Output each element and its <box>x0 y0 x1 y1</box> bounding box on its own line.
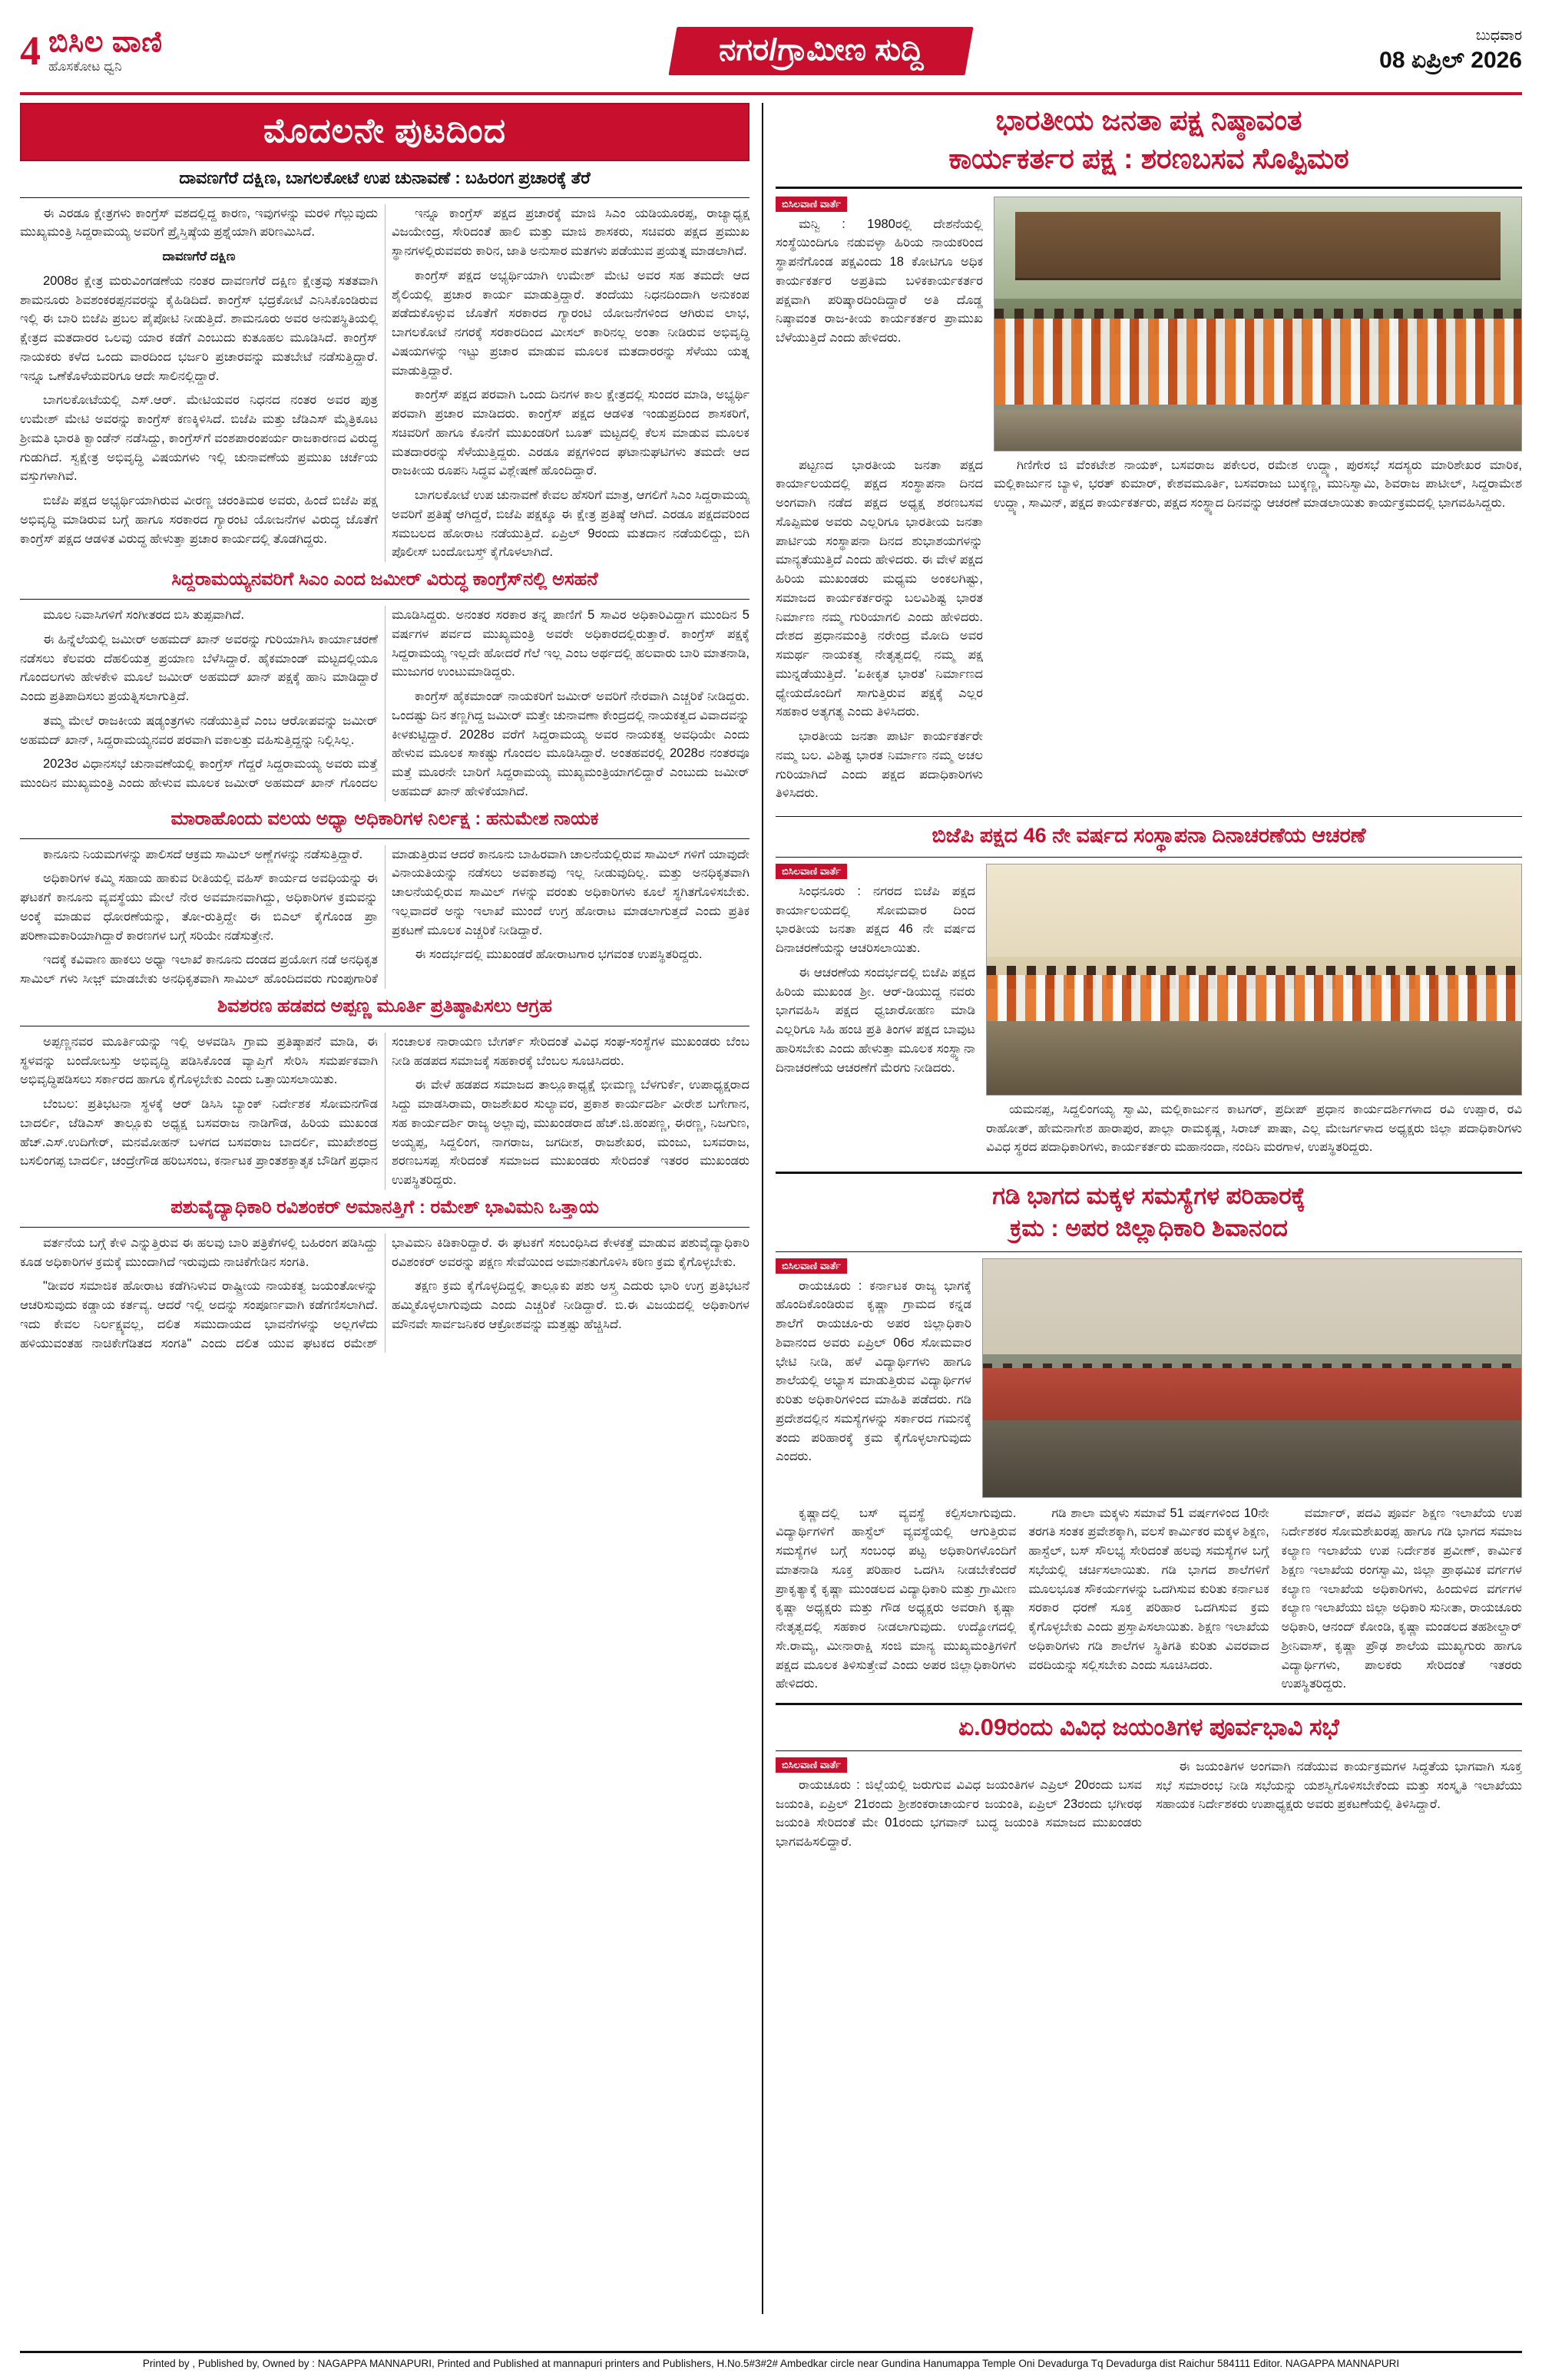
section-title-band <box>668 27 973 75</box>
paragraph: ಈ ಜಯಂತಿಗಳ ಅಂಗವಾಗಿ ನಡೆಯುವ ಕಾರ್ಯಕ್ರಮಗಳ ಸಿದ್ಧತೆಯ ಭಾಗವಾಗಿ ಸೂಕ್ತ ಸಭೆ ಸಮಾರಂಭ ನೀಡಿ ಸಭೆಯನ್ನು ಯಶಸ್ವಿಗೊಳಿಸಬೇಕೆಂದು ಮತ್ತು ಸಂಸ್ಕೃತಿ ಇಲಾಖೆಯು ಸಹಾಯಕ ನಿರ್ದೇಶಕರು ಉಪಾಧ್ಯಕ್ಷರು ಅವರು ಪ್ರಕಟಣೆಯಲ್ಲಿ ತಿಳಿಸಿದ್ದಾರೆ. <box>1156 1759 1522 1812</box>
paragraph: ಈ ಆಚರಣೆಯ ಸಂದರ್ಭದಲ್ಲಿ ಬಿಜೆಪಿ ಪಕ್ಷದ ಹಿರಿಯ ಮುಖಂಡ ಶ್ರೀ. ಆರ್-ಡಿಯುದ್ದ ನವರು ಭಾಗವಹಿಸಿ ಪಕ್ಷದ ಧ್ವಜಾರೋಹಣ ಮಾಡಿ ಎಲ್ಲರಿಗೂ ಸಿಹಿ ಹಂಚಿ ಪ್ರತಿ ತಿಂಗಳ ಪಕ್ಷದ ಬಾವುಟ ಹಾರಿಸಬೇಕು ಎಂದು ಹೇಳುತ್ತಾ ಮೂಲಕ ಸಂಸ್ಥ್ಯಾನಾ ದಿನಾಚರಣೆಯ ಆಚರಣೆಗೆ ಮೆರಗು ನೀಡಿದರು. <box>776 965 975 1075</box>
paragraph: 2008ರ ಕ್ಷೇತ್ರ ಮರುವಿಂಗಡಣೆಯ ನಂತರ ದಾವಣಗೆರೆ ದಕ್ಷಿಣ ಕ್ಷೇತ್ರವು ಸತತವಾಗಿ ಶಾಮನೂರು ಶಿವಶಂಕರಪ್ಪನವರನ್ನು ಕೈಹಿಡಿದಿದೆ. ಕಾಂಗ್ರೆಸ್ ಭದ್ರಕೋಟೆ ಎನಿಸಿಕೊಂಡಿರುವ ಇಲ್ಲಿ ಈ ಬಾರಿ ಬಿಜೆಪಿ ಪ್ರಬಲ ಪೈಪೋಟಿ ನೀಡುತ್ತಿದೆ. ಶಾಮನೂರು ಅವರ ಅನುಪಸ್ಥಿತಿಯಲ್ಲಿ ಕ್ಷೇತ್ರದ ಮತದಾರರ ಒಲವು ಯಾರ ಕಡೆಗೆ ಎಂಬುದು ಕುತೂಹಲ ಮೂಡಿಸಿದೆ. ಕಾಂಗ್ರೆಸ್ ನಾಯಕರು ಕಳೆದ ಒಂದು ವಾರದಿಂದ ಭರ್ಜರಿ ಪ್ರಚಾರವನ್ನು ಮತಬೇಟೆ ನಡೆಸುತ್ತಿದ್ದಾರೆ. ಇನ್ನೂ ಒಣೆಕೊಳೆಯವರಿಗೂ ಆದೇ ಸಾಲಿನಲ್ಲಿದ್ದಾರೆ. <box>20 273 378 383</box>
paragraph: ಈ ಸಂದರ್ಭದಲ್ಲಿ ಮುಖಂಡರೆ ಹೋರಾಟಗಾರ ಭಗವಂತ ಉಪಸ್ಥಿತರಿದ್ದರು. <box>415 947 703 962</box>
article-body <box>776 1504 1522 1694</box>
article-headline: ಸಿದ್ದರಾಮಯ್ಯನವರಿಗೆ ಸಿಎಂ ಎಂದ ಜಮೀರ್ ವಿರುದ್ಧ ಕಾಂಗ್ರೆಸ್‌ನಲ್ಲಿ ಅಸಹನೆ <box>171 569 598 590</box>
article-hadapada-appanna-statue <box>20 995 749 1190</box>
section-title: ನಗರ/ಗ್ರಾಮೀಣ ಸುದ್ದಿ <box>718 32 924 67</box>
article-bjp-46th-foundation-day <box>776 816 1522 1162</box>
paragraph: ರಾಯಚೂರು : ಜಿಲ್ಲೆಯಲ್ಲಿ ಜರುಗುವ ವಿವಿಧ ಜಯಂತಿಗಳ ಎಪ್ರಿಲ್ 20ರಂದು ಬಸವ ಜಯಂತಿ, ಏಪ್ರಿಲ್ 21ರಂದು ಶ್ರೀಶಂಕರಾಚಾರ್ಯರ ಜಯಂತಿ, ಏಪ್ರಿಲ್ 23ರಂದು ಭಗೀರಥ ಜಯಂತಿ ಸೇರಿದಂತೆ ಮೇ 01ರಂದು ಭಗವಾನ್ ಬುದ್ಧ ಜಯಂತಿ ಸಮಾಜದ ಮುಖಂಡರು ಭಾಗವಹಿಸಲಿದ್ದಾರೆ. <box>776 1777 1142 1849</box>
paragraph: ಕಾಂಗ್ರೆಸ್ ಪಕ್ಷದ ಅಭ್ಯರ್ಥಿಯಾಗಿ ಉಮೇಶ್ ಮೇಟಿ ಅವರ ಸಹ ತಮದೇ ಆದ ಶೈಲಿಯಲ್ಲಿ ಪ್ರಚಾರ ಕಾರ್ಯ ಮಾಡುತ್ತಿದ್ದಾರೆ. ತಂದೆಯು ನಿಧನದಿಂದಾಗಿ ಅನುಕಂಪ ಪಡೆದುಕೊಳ್ಳುವ ಜೊತೆಗೆ ಸರಕಾರದ ಗ್ಯಾರಂಟಿ ಯೋಜನೆಗಳಿಂದ ಆಗಿರುವ ಲಾಭ, ಬಾಗಲಕೋಟೆ ನಗರಕ್ಕೆ ಸರಕಾರದಿಂದ ಮೀಸಲ್ ಕಾರಿನಲ್ಲ ಅಂತಾ ನೀಡಿರುವ ಅಭಿವೃದ್ಧಿ ವಿಷಯಗಳನ್ನು ಇಟ್ಟು ಪ್ರಚಾರ ಮಾಡುವ ಮೂಲಕ ಮತದಾರರನ್ನು ಸೆಳೆಯು ಯತ್ನ ಮಾಡುತ್ತಿದ್ದಾರೆ. <box>392 268 749 378</box>
divider <box>776 857 1522 858</box>
paragraph: ಕಾಂಗ್ರೆಸ್ ಹೈಕಮಾಂಡ್ ನಾಯಕರಿಗೆ ಜಮೀರ್ ಅವರಿಗೆ ನೇರವಾಗಿ ಎಚ್ಚರಿಕೆ ನೀಡಿದ್ದರು. ಒಂದಷ್ಟು ದಿನ ತಣ್ಣಗಿದ್ದ ಜಮೀರ್ ಮತ್ತೇ ಚುನಾವಣಾ ಕೇಂದ್ರದಲ್ಲಿ ನಾಯಕತ್ವದ ವಿವಾದವನ್ನು ಕೀಳಕುಟ್ಟಿದ್ದಾರೆ. 2028ರ ವರೆಗೆ ಸಿದ್ದರಾಮಯ್ಯ ಅವರ ನಾಯಕತ್ವ ಅವಧಿಯೇ ಎಂದು ಹೇಳುವ ಮೂಲಕ ಸಾಕಷ್ಟು ಗೊಂದಲ ಮೂಡಿಸಿದ್ದಾರೆ. ಅಂತಹವರಲ್ಲಿ 2028ರ ನಂತರವೂ ಮತ್ತೆ ಮೂರನೇ ಬಾರಿಗೆ ಸಿದ್ದರಾಮಯ್ಯ ಮುಖ್ಯಮಂತ್ರಿಯಾಗಲಿದ್ದಾರೆ ಎಂಬುದು ಜಮೀರ್ ಅಹಮದ್ ಖಾನ್ ಹೇಳಿಕೆಯಾಗಿದೆ. <box>392 689 749 798</box>
paragraph: ತಮ್ಮ ಮೇಲೆ ರಾಜಕೀಯ ಷಡ್ಯಂತ್ರಗಳು ನಡೆಯುತ್ತಿವೆ ಎಂಬ ಆರೋಪವನ್ನು ಜಮೀರ್ ಅಹಮದ್ ಖಾನ್, ಸಿದ್ದರಾಮಯ್ಯನವರ ಪರವಾಗಿ ವಕಾಲತ್ತು ವಹಿಸುತ್ತಿದ್ದನ್ನು ನಿಲ್ಲಿಸಿಲ್ಲ. <box>20 713 378 747</box>
paragraph: ವರ್ಮಾರ್, ಪದವಿ ಪೂರ್ವ ಶಿಕ್ಷಣ ಇಲಾಖೆಯ ಉಪ ನಿರ್ದೇಶಕರ ಸೋಮಶೇಖರಪ್ಪ ಹಾಗೂ ಗಡಿ ಭಾಗದ ಸಮಾಜ ಕಲ್ಯಾಣ ಇಲಾಖೆಯ ಉಪ ನಿರ್ದೇಶಕ ಪ್ರವೀಣ್, ಕಾರ್ಮಿಕ ಶಿಕ್ಷಣ ಇಲಾಖೆಯ ರಂಗಸ್ವಾಮಿ, ಜಿಲ್ಲಾ ಪ್ರಾಥಮಿಕ ವರ್ಗಗಳ ಕಲ್ಯಾಣ ಇಲಾಖೆಯ ಅಧಿಕಾರಿಗಳು, ಹಿಂದುಳಿದ ವರ್ಗಗಳ ಕಲ್ಯಾಣ ಇಲಾಖೆಯು ಜಿಲ್ಲಾ ಅಧಿಕಾರಿ ಸುನೀತಾ, ರಾಯಚೂರು ಅಧಿಕಾರಿ, ಆನಂದ್ ಕೋಂಡಿ, ಕೃಷ್ಣಾ ಮಂಡಲದ ತಹಶೀಲ್ದಾರ್ ಶ್ರೀನಿವಾಸ್, ಕೃಷ್ಣಾ ಪ್ರೌಢ ಶಾಲೆಯ ಮುಖ್ಯಗುರು ಹಾಗೂ ವಿದ್ಯಾರ್ಥಿಗಳು, ಪಾಲಕರು ಸೇರಿದಂತೆ ಇತರರು ಉಪಸ್ಥಿತರಿದ್ದರು. <box>1281 1506 1522 1691</box>
byline-badge: ಬಿಸಿಲವಾಣಿ ವಾರ್ತೆ <box>776 864 847 879</box>
divider <box>776 1172 1522 1174</box>
article-davanagere-bypoll <box>20 167 749 562</box>
divider <box>776 816 1522 817</box>
article-headline: ಶಿವಶರಣ ಹಡಪದ ಅಪ್ಪಣ್ಣ ಮೂರ್ತಿ ಪ್ರತಿಷ್ಠಾಪಿಸಲು ಆಗ್ರಹ <box>217 995 553 1016</box>
paragraph: ಮನ್ವಿ : 1980ರಲ್ಲಿ ದೇಶನೆಯಲ್ಲಿ ಸಂಸ್ಥೆಯಿಂದಿಗೂ ನಡುವಳ್ಳಾ ಹಿರಿಯ ನಾಯಕರಿಂದ ಸ್ಥಾಪನೆಗೊಂಡ ಪಕ್ಷವಿಂದು 18 ಕೋಟಿಗೂ ಅಧಿಕ ಕಾರ್ಯಕರ್ತರ ಅಪ್ರತಿಮ ಬಳಿಕಕಾರ್ಯಕರ್ತರ ಪಕ್ಷವಾಗಿ ಪರಿಷ್ಕಾರದಿಂದಿದ್ದಾರೆ ಅತಿ ದೊಡ್ಡ ನಿಷ್ಠಾವಂತ ರಾಜ-ಕೀಯ ಕಾರ್ಯಕರ್ತರ ಪ್ರಾಮುಖ ಬೆಳೆಯುತ್ತಿದೆ ಎಂದು ಹೇಳಿದರು. <box>776 217 983 345</box>
photo-bjp-foundation-day-manvi <box>994 197 1522 451</box>
paragraph: ಸಿಂಧನೂರು : ನಗರದ ಬಿಜೆಪಿ ಪಕ್ಷದ ಕಾರ್ಯಾಲಯದಲ್ಲಿ ಸೋಮವಾರ ದಿಂದ ಭಾರತೀಯ ಜನತಾ ಪಕ್ಷದ 46 ನೇ ವರ್ಷದ ದಿನಾಚರಣೆಯನ್ನು ಆಚರಿಸಲಾಯಿತು. <box>776 884 975 955</box>
divider <box>20 1227 749 1228</box>
page-footer: Printed by , Published by, Owned by : NAGAPPA MANNAPURI, Printed and Published at mannapuri printers and Publishers, H.No.5#3#2# Ambedkar circle near Gundina Hanumappa Temple Oni Devadurga Tq Devadurga dist Raichur 584111 Editor. NAGAPPA MANNAPURI <box>20 2351 1522 2369</box>
paragraph: ಬಾಗಲಕೋಟೆಯಲ್ಲಿ ಎಸ್.ಆರ್. ಮೇಟಿಯವರ ನಿಧನದ ನಂತರ ಅವರ ಪುತ್ರ ಉಮೇಶ್ ಮೇಟಿ ಅವರನ್ನು ಕಾಂಗ್ರೆಸ್ ಕಣಕ್ಕಿಳಿಸಿದೆ. ಬಿಜೆಪಿ ಮತ್ತು ಜೆಡಿಎಸ್ ಮೈತ್ರಿಕೂಟ ಶ್ರೀಮತಿ ಭಾರತಿ ಕ್ವಾಂಡೆನ್ ನಡೆಸಿದ್ದು, ಕಾಂಗ್ರೆಸ್‌ಗೆ ವಂಶಪಾರಂಪರ್ಯ ರಾಜಕಾರಣದ ವಿರುದ್ಧ ಗುಡುಗಿದೆ. ಸ್ವಕ್ಷೇತ್ರ ಅಭಿವೃದ್ಧಿ ವಿಷಯಗಳು ಇಲ್ಲಿ ಚುನಾವಣೆಯ ಪ್ರಮುಖ ಚರ್ಚೆಯ ವಸ್ತುಗಳಾಗಿವೆ. <box>20 393 378 484</box>
byline-badge: ಬಿಸಿಲವಾಣಿ ವಾರ್ತೆ <box>776 1258 847 1274</box>
article-headline-line2: ಕ್ರಮ : ಅಪರ ಜಿಲ್ಲಾಧಿಕಾರಿ ಶಿವಾನಂದ <box>1010 1214 1288 1241</box>
article-body <box>20 1234 749 1354</box>
right-column <box>763 103 1522 2314</box>
masthead-left <box>20 14 350 88</box>
paragraph: "ಡೀವರ ಸಮಾಜಿಕ ಹೋರಾಟ ಕಡೆಗಿನಿಳುವ ರಾಷ್ಟ್ರೀಯ ನಾಯಕತ್ವ ಜಯಂತೋಳನ್ನು ಆಚರಿಸುವುದು ಕಡ್ಡಾಯ ಕರ್ತವ್ಯ. ಆದರೆ ಇಲ್ಲಿ ಅದನ್ನು ಸಂಪೂರ್ಣವಾಗಿ ಕಡೆಗಣಿಸಲಾಗಿದೆ. ಇದು ಕೇವಲ ನಿರ್ಲಕ್ಷ್ಯವಲ್ಲ, ದಲಿತ ಸಮುದಾಯದ ಭಾವನೆಗಳನ್ನು ಅಲ್ಲಗಳೆದು ಹಳಿಯುವಂತಹ ನಾಚಿಕೇಗೆಡಿತದ ಸಂಗತಿ" ಎಂದು ದಲಿತ ಯುವ ಘಟಕದ ರಮೇಶ್ ಭಾವಿಮನಿ ಕಿಡಿಕಾರಿದ್ದಾರೆ. ಈ ಘಟಕಗೆ ಸಂಬಂಧಿಸಿದ ಕೇಳಕತ್ತೆ ಮಾಡುವ ಪಶುವೈದ್ಯಾಧಿಕಾರಿ ರವಿಶಂಕರ್ ಅವರನ್ನು ಪಕ್ಷಣ ಸೇವೆಯಿಂದ ಅಮಾನತುಗೊಳಿಸಿ ಕಠಿಣ ಕ್ರಮ ಕೈಗೊಳ್ಳಬೇಕು. <box>20 1235 749 1350</box>
page-number: 4 <box>20 28 41 74</box>
masthead <box>20 14 1522 95</box>
publication-logo <box>48 25 163 74</box>
paragraph: ಗಿಣಿಗೇರ ಜಿ ವೆಂಕಟೇಶ ನಾಯಕ್, ಬಸವರಾಜ ಪಕೇಲರ, ರಮೇಶ ಉದ್ದ್ಯಾ, ಪುರಸಭೆ ಸದಸ್ಯರು ಮಾರಿಶೇಖರ ಮಾರಿಕ, ಮಲ್ಲಿಕಾರ್ಜುನ ಬ್ಯಾಳಿ, ಭರತ್ ಕುಮಾರ್, ಕೇಶವಮೂರ್ತಿ, ಬಸವರಾಜು ಬುಕ್ಕಣ್ಣ, ಮುನಿಸ್ವಾಮಿ, ಶಿವರಾಜ ಪಾಟೀಲ್, ಸಿದ್ದರಾಮೇಶ ಉದ್ದ್ಯಾ, ಸಾಮಿನ್, ಪಕ್ಷದ ಕಾರ್ಯಕರ್ತರು, ಪಕ್ಷದ ಸಂಸ್ಥ್ಯಾದ ದಿನವನ್ನು ಆಚರಣೆ ಮಾಡಲಾಯಿತು ಕಾರ್ಯಕ್ರಮದಲ್ಲಿ ಭಾಗವಹಿಸಿದ್ದರು. <box>994 458 1522 510</box>
article-bjp-loyal-workers <box>776 103 1522 808</box>
paragraph: ಕಾಂಗ್ರೆಸ್ ಪಕ್ಷದ ಪರವಾಗಿ ಒಂದು ದಿನಗಳ ಕಾಲ ಕ್ಷೇತ್ರದಲ್ಲಿ ಸುಂದರ ಮಾಡಿ, ಅಭ್ಯರ್ಥಿ ಪರವಾಗಿ ಪ್ರಚಾರ ಮಾಡಿದರು. ಕಾಂಗ್ರೆಸ್ ಪಕ್ಷದ ಆಡಳಿತ ಇಂಡುಪ್ರದಿಂದ ಶಾಸಕರಿಗೆ, ಸಚಿವರಿಗೆ ಹಾಗೂ ಕೊನೆಗೆ ಮುಖಂಡರಿಗೆ ಬೂತ್ ಮಟ್ಟದಲ್ಲಿ ಕೆಲಸ ಮಾಡುವ ಮೂಲಕ ಮತದಾರರನ್ನು ಸೆಳೆಯುತ್ತಿದ್ದರು. ಎರಡೂ ಪಕ್ಷಗಳಿಂದ ಘಟಾನುಘಟಿಗಳು ತಮದೇ ಆದ ರಾಜಕೀಯ ರೂಪನಿ ಸಿದ್ಧವ ವಿಶ್ಲೇಷಣೆ ಹೊಂದಿದ್ದಾರೆ. <box>392 388 749 478</box>
masthead-center <box>350 14 1292 88</box>
paragraph-subhead: ದಾವಣಗೆರೆ ದಕ್ಷಿಣ <box>162 250 236 264</box>
article-body <box>20 1033 749 1190</box>
divider <box>20 599 749 600</box>
article-headline: ಮಾರಾಹೊಂದು ವಲಯ ಅಧ್ಯಾ ಅಧಿಕಾರಿಗಳ ನಿರ್ಲಕ್ಷ : ಹನುಮೇಶ ನಾಯಕ <box>170 808 599 829</box>
byline-badge: ಬಿಸಿಲವಾಣಿ ವಾರ್ತೆ <box>776 1757 847 1773</box>
logo-main-text: ಬಿಸಿಲ ವಾಣಿ <box>48 25 163 58</box>
logo-sub-text: ಹೊಸಕೋಟ ಧ್ವನಿ <box>48 58 122 74</box>
paragraph: ಈ ಎರಡೂ ಕ್ಷೇತ್ರಗಳು ಕಾಂಗ್ರೆಸ್ ವಶದಲ್ಲಿದ್ದ ಕಾರಣ, ಇವುಗಳನ್ನು ಮರಳಿ ಗೆಲ್ಲುವುದು ಮುಖ್ಯಮಂತ್ರಿ ಸಿದ್ದರಾಮಯ್ಯ ಅವರಿಗೆ ಪ್ರೈಸ್ತಿಷ್ಠೆಯ ಪ್ರಶ್ನೆಯಾಗಿ ಪರಿಣಮಿಸಿದೆ. <box>20 206 378 240</box>
paragraph: ಅಪ್ಪಣ್ಣನವರ ಮೂರ್ತಿಯನ್ನು ಇಲ್ಲಿ ಅಳವಡಿಸಿ ಗ್ರಾಮ ಪ್ರತಿಷ್ಠಾಪನೆ ಮಾಡಿ, ಈ ಸ್ಥಳವನ್ನು ಬಂದೋಬಸ್ತು ಅಭಿವೃದ್ಧಿ ಪಡಿಸಿಕೊಂಡ ವ್ಯಾಪ್ತಿಗೆ ಸೇರಿಸಿ ಸಮರ್ಪಕವಾಗಿ ಅಭಿವೃದ್ಧಿಪಡಿಸಲು ಸರ್ಕಾರದ ಹಾಗೂ ಕೈಗೊಳ್ಳಬೇಕು ಎಂದು ಒತ್ತಾಯಿಸಲಾಯಿತು. <box>20 1034 378 1087</box>
paragraph: ಗಡಿ ಶಾಲಾ ಮಕ್ಕಳು ಸಮಾವೆ 51 ವರ್ಷಗಳಿಂದ 10ನೇ ತರಗತಿ ಸಂತಕ ಪ್ರವೇಶಕ್ಕಾಗಿ, ವಲಸೆ ಕಾರ್ಮಿಕರ ಮಕ್ಕಳ ಶಿಕ್ಷಣ, ಹಾಸ್ಟೆಲ್, ಬಸ್ ಸೌಲಭ್ಯ ಸೇರಿದಂತೆ ಹಲವು ಸಮಸ್ಯೆಗಳ ಬಗ್ಗೆ ಸಭೆಯಲ್ಲಿ ಚರ್ಚಿಸಲಾಯಿತು. ಗಡಿ ಭಾಗದ ಶಾಲೆಗಳಿಗೆ ಮೂಲಭೂತ ಸೌಕರ್ಯಗಳನ್ನು ಒದಗಿಸುವ ಕುರಿತು ಕರ್ನಾಟಕ ಸರಕಾರ ಧರಣೆ ಸೂಕ್ತ ಪರಿಹಾರ ಒದಗಿಸುವ ಕ್ರಮ ಕೈಗೊಳ್ಳಬೇಕು ಎಂದು ಪ್ರಸ್ತಾಪಿಸಲಾಯಿತು. ಶಿಕ್ಷಣ ಇಲಾಖೆಯ ಅಧಿಕಾರಿಗಳು ಗಡಿ ಶಾಲೆಗಳ ಸ್ಥಿತಿಗತಿ ಕುರಿತು ವಿವರವಾದ ವರದಿಯನ್ನು ಸಲ್ಲಿಸಬೇಕು ಎಂದು ಸೂಚಿಸಿದರು. <box>1028 1506 1269 1672</box>
paragraph: ಇದಕ್ಕೆ ಕವಿವಾಣ ಹಾಕಲು ಅಧ್ಯಾ ಇಲಾಖೆ ಕಾನೂನು ದಂಡದ ಪ್ರಯೋಗ ನಡೆ ಅನಧಿಕೃತ ಸಾಮಿಲ್ ಗಳು ಸೀಜ಼್ ಮಾಡಬೇಕು ಅನಧಿಕೃತವಾಗಿ ಸಾಮಿಲ್ ಹೊಂದಿದವರು ಗುಂಪುಗಾರಿಕೆ ಮಾಡುತ್ತಿರುವ ಆದರೆ ಕಾನೂನು ಬಾಹಿರವಾಗಿ ಚಾಲನೆಯಲ್ಲಿರುವ ಸಾಮಿಲ್ ಗಳಿಗೆ ಯಾವುದೇ ವಿನಾಯತಿಯನ್ನು ನಡೆಸಲು ಅವಕಾಶವು ಇಲ್ಲ ನೀಡುವುದಿಲ್ಲ. ಮತ್ತು ಅನಧಿಕೃತವಾಗಿ ಚಾಲನೆಯಲ್ಲಿರುವ ಸಾಮಿಲ್ ಗಳನ್ನು ವರಂತು ಅಧಿಕಾರಿಗಳು ಕೂಲೆ ಸ್ಥಗಿತಗೊಳಿಸಬೇಕು. ಇಲ್ಲವಾದರೆ ಅನ್ನು ಇಲಾಖೆ ಮುಂದೆ ಉಗ್ರ ಹೋರಾಟ ಮಾಡಲಾಗುತ್ತದೆ ಎಂದು ಪ್ರತಿಕ ಪ್ರಕಟಣೆ ಮೂಲಕ ಎಚ್ಚರಿಕೆ ನೀಡಿದ್ದಾರೆ. <box>20 847 749 987</box>
byline-badge: ಬಿಸಿಲವಾಣಿ ವಾರ್ತೆ <box>776 197 847 212</box>
divider <box>20 838 749 839</box>
page-content <box>20 103 1522 2314</box>
paragraph: ರಾಯಚೂರು : ಕರ್ನಾಟಕ ರಾಜ್ಯ ಭಾಗಕ್ಕೆ ಹೊಂದಿಕೊಂಡಿರುವ ಕೃಷ್ಣಾ ಗ್ರಾಮದ ಕನ್ನಡ ಶಾಲೆಗೆ ರಾಯಚೂ-ರು ಅಪರ ಜಿಲ್ಲಾಧಿಕಾರಿ ಶಿವಾನಂದ ಅವರು ಏಪ್ರಿಲ್ 06ರ ಸೋಮವಾರ ಭೇಟಿ ನೀಡಿ, ಹಳೆ ವಿದ್ಯಾರ್ಥಿಗಳು ಹಾಗೂ ಶಾಲೆಯಲ್ಲಿ ಅಭ್ಯಾಸ ಮಾಡುತ್ತಿರುವ ವಿದ್ಯಾರ್ಥಿಗಳ ಕುರಿತು ಅಧಿಕಾರಿಗಳಿಂದ ಮಾಹಿತಿ ಪಡೆದರು. ಗಡಿ ಪ್ರದೇಶದಲ್ಲಿನ ಸಮಸ್ಯೆಗಳನ್ನು ಸರ್ಕಾರದ ಗಮನಕ್ಕೆ ತಂದು ಪರಿಹಾರಕ್ಕೆ ಕ್ರಮ ಕೈಗೊಳ್ಳಲಾಗುವುದು ಎಂದರು. <box>776 1278 971 1464</box>
paragraph: ಬೆಂಬಲ: ಪ್ರತಿಭಟನಾ ಸ್ಥಳಕ್ಕೆ ಆರ್ ಡಿಸಿಸಿ ಬ್ಯಾಂಕ್ ನಿರ್ದೇಶಕ ಸೋಮನಗೌಡ ಬಾದರ್ಲಿ, ಜೆಡಿಎಸ್ ತಾಲ್ಲೂಕು ಅಧ್ಯಕ್ಷ ಬಸವರಾಜ ನಾಡಿಗೌಡ, ಹಿರಿಯ ಮುಖಂಡ ಹೆಚ್.ಎಸ್.ಉದಿಗೇರ್, ಮನಮೋಹನ್ ಬಳಗದ ಬಸವರಾಜ ಬಾದರ್ಲಿ, ಮುಖೇಶಂದ್ರ ಬಸಲಿಂಗಪ್ಪ ಬಾದರ್ಲಿ, ಚಂದ್ರೇಗೌಡ ಹರಿಬಸಂಬ, ಕರ್ನಾಟಕ ಪ್ರಾಂತಶಕ್ತಾತೃಕ ಬೌಡಿಗೆ ಪ್ರಧಾನ ಸಂಚಾಲಕ ನಾರಾಯಣ ಬೇಗರ್ಕ್ ಸೇರಿದಂತೆ ವಿವಿಧ ಸಂಘ-ಸಂಸ್ಥೆಗಳ ಮುಖಂಡರು ಬೆಂಬ ನೀಡಿ ಹಡಪದ ಸಮಾಜಕ್ಕೆ ಸಹಕಾರಕ್ಕೆ ಬೆಂಬಲ ಸೂಚಿಸಿದರು. <box>20 1034 749 1169</box>
date-label: 08 ಏಪ್ರಿಲ್ 2026 <box>1379 48 1522 73</box>
paragraph: ಈ ವೇಳೆ ಹಡಪದ ಸಮಾಜದ ತಾಲ್ಲೂಕಾಧ್ಯಕ್ಷೆ ಭೀಮಣ್ಣ ಬೆಳಗುರ್ಕೆ, ಉಪಾಧ್ಯಕ್ಷರಾದ ಸಿದ್ದು ಮಾಡಸಿರಾಮ, ರಾಜಶೇಖರ ಸುಲ್ಯಾವರ, ಪ್ರಕಾಶ ಕಾರ್ಯದರ್ಶಿ ವೀರೇಶ ಬಗೇಗಾನ, ಸಹ ಕಾರ್ಯದರ್ಶಿ ರಾಜ್ಯ ಅಲ್ಲಾವು, ಮುಖಂಡರಾದ ಹೆಚ್.ಜಿ.ಹಂಪಣ್ಣ, ಈರಣ್ಣ, ನಿಜಗುಣ, ಅಯ್ಯಪ್ಪ, ಸಿದ್ದಲಿಂಗ, ನಾಗರಾಜ, ಜಗದೀಶ, ರಾಜಶೇಖರ, ಮಂಜು, ಬಸವರಾಜ, ಶರಣಬಸಪ್ಪ ಸೇರಿದಂತೆ ಸಮಾಜದ ಮುಖಂಡರು ಸೇರಿದಂತೆ ಇತರರ ಮುಖಂಡರು ಉಪಸ್ಥಿತರಿದ್ದರು. <box>392 1078 749 1188</box>
article-headline: ದಾವಣಗೆರೆ ದಕ್ಷಿಣ, ಬಾಗಲಕೋಟೆ ಉಪ ಚುನಾವಣೆ : ಬಹಿರಂಗ ಪ್ರಚಾರಕ್ಕೆ ತೆರೆ <box>179 168 591 187</box>
article-jayanti-preparatory-meeting <box>776 1703 1522 1857</box>
paragraph: ಬಾಗಲಕೋಟೆ ಉಪ ಚುನಾವಣೆ ಕೇವಲ ಹೆಸರಿಗೆ ಮಾತ್ರ, ಆಗಲಿಗೆ ಸಿಎಂ ಸಿದ್ದರಾಮಯ್ಯ ಅವರಿಗೆ ಪ್ರತಿಷ್ಠೆ ಆಗಿದ್ದರೆ, ಬಿಜೆಪಿ ಪಕ್ಷಕ್ಕೂ ಈ ಕ್ಷೇತ್ರ ಪ್ರತಿಷ್ಠೆ ಆಗಿದೆ. ಎರಡೂ ಪಕ್ಷದವರಿಂದ ಸಮಬಲದ ಹೋರಾಟ ನಡೆಯುತ್ತಿದೆ. ಏಪ್ರಿಲ್ 9ರಂದು ಮತದಾನ ನಡೆಯಲಿದ್ದು, ಬಿಗಿ ಪೊಲೀಸ್ ಬಂದೋಬಸ್ತ್ ಕೈಗೊಳಲಾಗಿದೆ. <box>392 488 749 560</box>
paragraph: ಕಾನೂನು ನಿಯಮಗಳನ್ನು ಪಾಲಿಸದೆ ಆಕ್ರಮ ಸಾಮಿಲ್ ಅಣ್ಣೆಗಳನ್ನು ನಡೆಸುತ್ತಿದ್ದಾರೆ. <box>43 847 363 861</box>
article-headline: ಪಶುವೈದ್ಯಾಧಿಕಾರಿ ರವಿಶಂಕರ್ ಅಮಾನತ್ತಿಗೆ : ರಮೇಶ್ ಭಾವಿಮನಿ ಒತ್ತಾಯ <box>170 1196 599 1218</box>
paragraph: ಕೃಷ್ಣಾದಲ್ಲಿ ಬಸ್ ವ್ಯವಸ್ಥೆ ಕಲ್ಪಿಸಲಾಗುವುದು. ವಿದ್ಯಾರ್ಥಿಗಳಿಗೆ ಹಾಸ್ಟೆಲ್ ವ್ಯವಸ್ಥೆಯಲ್ಲಿ ಆಗುತ್ತಿರುವ ಸಮಸ್ಯೆಗಳ ಬಗ್ಗೆ ಸಂಬಂಧ ಪಟ್ಟ ಅಧಿಕಾರಿಗಳೊಂದಿಗೆ ಮಾತನಾಡಿ ಸೂಕ್ತ ಪರಿಹಾರ ಒದಗಿಸಿ ನೀಡಬೇಕೆಂದರೆ ಪ್ರಾಕೃತ್ಯಾಕ್ಕೆ ಕೃಷ್ಣಾ ಮುಂಡಲದ ವಿದ್ಯಾಧಿಕಾರಿ ಮತ್ತು ಗ್ರಾಮೀಣ ಕೃಷ್ಣಾ ಅಧ್ಯಕ್ಷರು ಮತ್ತು ಗೌಡ ಅಧ್ಯಕ್ಷರು ಅವರಾಗಿ ಕೃಷ್ಣಾ ನೇತೃತ್ವದಲ್ಲಿ ಸಹಕಾರ ನೀಡಲಾಗುವುದು. ಉದ್ಯೋಗದಲ್ಲಿ ಸೇ.ರಾಮ್ಯ, ಮೀನಾರಾಕ್ಷಿ ಸಂಜಿ ಮಾನ್ಯ ಮುಖ್ಯಮಂತ್ರಿಗಳಿಗೆ ಪಕ್ಷದ ಮೂಲಕ ತಿಳಿಸುತ್ತೇವೆ ಎಂದು ಅಪರ ಜಿಲ್ಲಾಧಿಕಾರಿಗಳು ಹೇಳಿದರು. <box>776 1506 1017 1691</box>
masthead-right <box>1292 14 1522 88</box>
article-headline-line1: ಗಡಿ ಭಾಗದ ಮಕ್ಕಳ ಸಮಸ್ಯೆಗಳ ಪರಿಹಾರಕ್ಕೆ <box>992 1182 1305 1209</box>
divider <box>776 187 1522 189</box>
article-body <box>20 606 749 802</box>
article-veterinary-officer-suspension <box>20 1196 749 1354</box>
article-border-children-problems <box>776 1172 1522 1694</box>
paragraph: ಈ ಹಿನ್ನೆಲೆಯಲ್ಲಿ ಜಮೀರ್ ಅಹಮದ್ ಖಾನ್ ಅವರನ್ನು ಗುರಿಯಾಗಿಸಿ ಕಾರ್ಯಾಚರಣೆ ನಡೆಸಲು ಕೆಲವರು ದೆಹಲಿಯತ್ತ ಪ್ರಯಾಣ ಬೆಳೆಸಿದ್ದಾರೆ. ಹೈಕಮಾಂಡ್ ಮಟ್ಟದಲ್ಲಿಯೂ ಗೊಂದಲಗಳು ಹೇಳಕೇಳಿ ಮೂಲೆ ಜಮೀರ್ ಅಹಮದ್ ಖಾನ್ ಪಕ್ಷಕ್ಕೆ ಹಾನಿ ಮಾಡಿದ್ದಾರೆ ಎಂದು ಪ್ರತಿಪಾದಿಸಲು ಪ್ರಯತ್ನಿಸಲಾಗುತ್ತಿದೆ. <box>20 632 378 704</box>
paragraph: ಪಟ್ಟಣದ ಭಾರತೀಯ ಜನತಾ ಪಕ್ಷದ ಕಾರ್ಯಾಲಯದಲ್ಲಿ ಪಕ್ಷದ ಸಂಸ್ಥಾಪನಾ ದಿನದ ಅಂಗವಾಗಿ ನಡೆದ ಪಕ್ಷದ ಅಧ್ಯಕ್ಷ ಶರಣಬಸವ ಸೊಪ್ಪಿಮಠ ಅವರು ಎಲ್ಲರಿಗೂ ಭಾರತೀಯ ಜನತಾ ಪಾರ್ಟಿಯ ಸಂಸ್ಥಾಪನಾ ದಿನದ ಶುಭಾಶಯಗಳನ್ನು ಮಾನ್ಯತೆಯುತ್ತಿದೆ ಎಂದು ಹೇಳಿದರು. ಈ ವೇಳೆ ಪಕ್ಷದ ಹಿರಿಯ ಮುಖಂಡರು ಮಧ್ಯಮ ಅಂಕಲಗಿಷ್ಟು, ಸಮಾಜದ ಕಾರ್ಯಕರ್ತರನ್ನು ಬಲವಿಶಿಷ್ಟ ಭಾರತ ನಿರ್ಮಾಣ ನಮ್ಮ ಗುರಿಯಾಗಲಿ ಎಂದು ಹೇಳಿದರು. ದೇಶದ ಪ್ರಧಾನಮಂತ್ರಿ ನರೇಂದ್ರ ಮೋದಿ ಅವರ ಸಮರ್ಥ ನಾಯಕತ್ವ ನೇತೃತ್ವದಲ್ಲಿ ನಮ್ಮ ಪಕ್ಷ ಮುನ್ನಡೆಯುತ್ತಿದೆ. 'ಏಕೀಕೃತ ಭಾರತ' ನಿರ್ಮಾಣದ ಧ್ಯೇಯದೊಂದಿಗೆ ಸಾಗುತ್ತಿರುವ ಪಕ್ಷಕ್ಕೆ ಎಲ್ಲರ ಸಹಕಾರ ಅತ್ಯಗತ್ಯ ಎಂದು ತಿಳಿಸಿದರು. <box>776 458 983 719</box>
divider <box>20 197 749 198</box>
paragraph: ವರ್ತನೆಯ ಬಗ್ಗೆ ಕೇಳಿ ಎನ್ನುತ್ತಿರುವ ಈ ಹಲವು ಬಾರಿ ಪತ್ರಿಕೆಗಳಲ್ಲಿ ಬಹಿರಂಗ ಪಡಿಸಿದ್ದು ಕೂಡ ಅಧಿಕಾರಿಗಳ ಕ್ರಮಕ್ಕೆ ಮುಂದಾಗಿದೆ ಇರುವುದು ನಾಚಿಕೆಗೇಡಿನ ಸಂಗತಿ. <box>20 1235 378 1269</box>
photo-adc-meeting-border-school <box>982 1258 1522 1498</box>
paragraph: ಬಿಜೆಪಿ ಪಕ್ಷದ ಅಭ್ಯರ್ಥಿಯಾಗಿರುವ ವೀರಣ್ಣ ಚರಂತಿಮಠ ಅವರು, ಹಿಂದೆ ಬಿಜೆಪಿ ಪಕ್ಷ ಅಭಿವೃದ್ಧಿ ಮಾಡಿರುವ ಬಗ್ಗೆ ಹಾಗೂ ಸರಕಾರದ ಗ್ಯಾರಂಟಿ ಯೋಜನೆಗಳ ವಿರುದ್ಧ ಜೊತೆಗೆ ಕಾಂಗ್ರೆಸ್ ಪಕ್ಷದ ಆಡಳಿತ ವಿರುದ್ಧ ಹೇಳುತ್ತಾ ಪ್ರಚಾರ ಕಾರ್ಯದಲ್ಲಿ ತೊಡಗಿದ್ದರು. <box>20 494 378 546</box>
article-body <box>20 845 749 989</box>
weekday-label: ಬುಧವಾರ <box>1475 28 1522 44</box>
paragraph: 2023ರ ವಿಧಾನಸಭೆ ಚುನಾವಣೆಯಲ್ಲಿ ಕಾಂಗ್ರೆಸ್ ಗೆದ್ದರೆ ಸಿದ್ದರಾಮಯ್ಯ ಅವರು ಮತ್ತೆ ಮುಂದಿನ ಮುಖ್ಯಮಂತ್ರಿ ಎಂದು ಹೇಳುವ ಮೂಲಕ ಜಮೀರ್ ಅಹಮದ್ ಖಾನ್ ಗೊಂದಲ ಮೂಡಿಸಿದ್ದರು. ಅನಂತರ ಸರಕಾರ ತನ್ನ ಪಾಣಿಗೆ 5 ಸಾವಿರ ಅಧಿಕಾರಿವಿದ್ದಾಗ ಮುಂದಿನ 5 ವರ್ಷಗಳ ಪರ್ವದ ಮುಖ್ಯಮಂತ್ರಿ ಅವರೇ ಅಧಿಕಾರದಲ್ಲಿರುತ್ತಾರೆ. ಕಾಂಗ್ರೆಸ್ ಪಕ್ಷಕ್ಕೆ ಸಿದ್ದರಾಮಯ್ಯ ಇಲ್ಲದೇ ಹೋದರೆ ಗೆಲೆ ಇಲ್ಲ ಎಂಬ ಅರ್ಥದಲ್ಲಿ ಹಲವಾರು ಬಾರಿ ಮಾತನಾಡಿ, ಮುಜುಗರ ಉಂಟುಮಾಡಿದ್ದರು. <box>20 608 749 791</box>
article-zameer-controversy <box>20 568 749 802</box>
paragraph: ಇನ್ನೂ ಕಾಂಗ್ರೆಸ್ ಪಕ್ಷದ ಪ್ರಚಾರಕ್ಕೆ ಮಾಜಿ ಸಿಎಂ ಯಡಿಯೂರಪ್ಪ, ರಾಜ್ಯಾಧ್ಯಕ್ಷ ವಿಜಯೇಂದ್ರ, ಸೇರಿದಂತೆ ಹಾಲಿ ಮತ್ತು ಮಾಜಿ ಶಾಸಕರು, ಸಚಿವರು ಪಕ್ಷದ ಪ್ರಮುಖ ಸ್ಥಾನಗಳಲ್ಲಿರುವವರು ಕಾರಿನ, ಜಾತಿ ಅನುಸಾರ ಮತಗಳು ಪಡೆಯುವ ಪ್ರಯತ್ನ ಮಾಡಲಾಗಿದೆ. <box>392 206 749 259</box>
article-forest-officials-negligence <box>20 808 749 989</box>
article-body <box>20 204 749 563</box>
continuation-banner: ಮೊದಲನೇ ಪುಟದಿಂದ <box>20 103 749 161</box>
article-headline-line2: ಕಾರ್ಯಕರ್ತರ ಪಕ್ಷ : ಶರಣಬಸವ ಸೊಪ್ಪಿಮಠ <box>948 143 1349 175</box>
paragraph: ತಕ್ಷಣ ಕ್ರಮ ಕೈಗೊಳ್ಳದಿದ್ದಲ್ಲಿ ತಾಲ್ಲೂಕು ಪಶು ಅಸ್ತ್ರ ಎದುರು ಭಾರಿ ಉಗ್ರ ಪ್ರತಿಭಟನೆ ಹಮ್ಮಿಕೊಳ್ಳಲಾಗುವುದು ಎಂದು ಎಚ್ಚರಿಕೆ ನೀಡಿದ್ದಾರೆ. ಬಿ.ಈ ವಿಜಯದಲ್ಲಿ ಅಧಿಕಾರಿಗಳ ಮೌನವೇ ಸಾರ್ವಜನಿಕರ ಆಕ್ರೋಶವನ್ನು ಮತ್ತಷ್ಟು ಹೆಚ್ಚಿಸಿದೆ. <box>392 1279 749 1331</box>
paragraph: ಭಾರತೀಯ ಜನತಾ ಪಾರ್ಟಿ ಕಾರ್ಯಕರ್ತರೇ ನಮ್ಮ ಬಲ. ವಿಶಿಷ್ಟ ಭಾರತ ನಿರ್ಮಾಣ ನಮ್ಮ ಅಚಲ ಗುರಿಯಾಗಿದೆ ಎಂದು ಪಕ್ಷದ ಪದಾಧಿಕಾರಿಗಳು ತಿಳಿಸಿದರು. <box>776 729 983 801</box>
divider <box>776 1703 1522 1705</box>
left-column <box>20 103 763 2314</box>
article-headline: ಬಿಜೆಪಿ ಪಕ್ಷದ 46 ನೇ ವರ್ಷದ ಸಂಸ್ಥಾಪನಾ ದಿನಾಚರಣೆಯ ಆಚರಣೆ <box>931 824 1366 847</box>
paragraph: ಯಮನಪ್ಪ, ಸಿದ್ದಲಿಂಗಯ್ಯ ಸ್ವಾಮಿ, ಮಲ್ಲಿಕಾರ್ಜುನ ಕಾಟಗರ್, ಪ್ರದೀಪ್ ಪ್ರಧಾನ ಕಾರ್ಯದರ್ಶಿಗಳಾದ ರವಿ ಉಪ್ಪಾರ, ರವಿ ರಾಹೋತ್, ಹೇಮನಾಗೇಶ ಹಾರಾಪುರ, ಪಾಲ್ಲಾ ರಾಮಕೃಷ್ಣ, ಸಿರಾಜ್ ಪಾಷಾ, ಎಲ್ಲ ಮೇಜರ್ಗಳಾದ ಅಧ್ಯಕ್ಷರು ಜಿಲ್ಲಾ ಪದಾಧಿಕಾರಿಗಳು ವಿವಿಧ ಸ್ಥರದ ಪದಾಧಿಕಾರಿಗಳು, ಕಾರ್ಯಕರ್ತರು ಮಹಾನಂದಾ, ನಂದಿನಿ ಮರಗಾಳ, ಉಪಸ್ಥಿತರಿದ್ದರು. <box>986 1102 1522 1155</box>
article-headline-line1: ಭಾರತೀಯ ಜನತಾ ಪಕ್ಷ ನಿಷ್ಠಾವಂತ <box>995 104 1302 136</box>
photo-bjp-sindhanur-office <box>986 864 1522 1096</box>
paragraph: ಅಧಿಕಾರಿಗಳ ಕಮ್ಮಿ ಸಹಾಯ ಹಾಕುವ ರೀತಿಯಲ್ಲಿ ವಹಿಸ್ ಕಾರ್ಯದ ಅವಧಿಯನ್ನು ಈ ಘಟಕಗೆ ಕಾನೂನು ವ್ಯವಸ್ಥೆಯು ಮೇಲೆ ನೇರ ಅವಮಾನವಾಗಿದ್ದು, ಅಧಿಕಾರಿಗಳ ಕ್ರಮವನ್ನು ಅಂಕ್ಕೆ ಮಾಡುವ ಧೋರಣೆಯನ್ನು, ತೋ-ರುತ್ತಿದ್ದೇ ಈ ಬಿಎಲ್ ಕೈಗೊಂಡ ಪ್ರಾ ಪರಿಣಾಮಕಾರಿಯಾಗಿದ್ದಾರೆ ಕಾರಣಗಳ ಬಗ್ಗೆ ಸರಿಯೇ ನಡೆಸುತ್ತೇನೆ. <box>20 871 378 943</box>
paragraph: ಮೂಲ ನಿವಾಸಿಗಳಿಗೆ ಸಂಗೀತರದ ಬಿಸಿ ತುಪ್ಪವಾಗಿದೆ. <box>43 608 245 623</box>
divider <box>776 1251 1522 1252</box>
divider <box>776 1750 1522 1751</box>
article-headline: ಏ.09ರಂದು ವಿವಿಧ ಜಯಂತಿಗಳ ಪೂರ್ವಭಾವಿ ಸಭೆ <box>958 1714 1339 1740</box>
